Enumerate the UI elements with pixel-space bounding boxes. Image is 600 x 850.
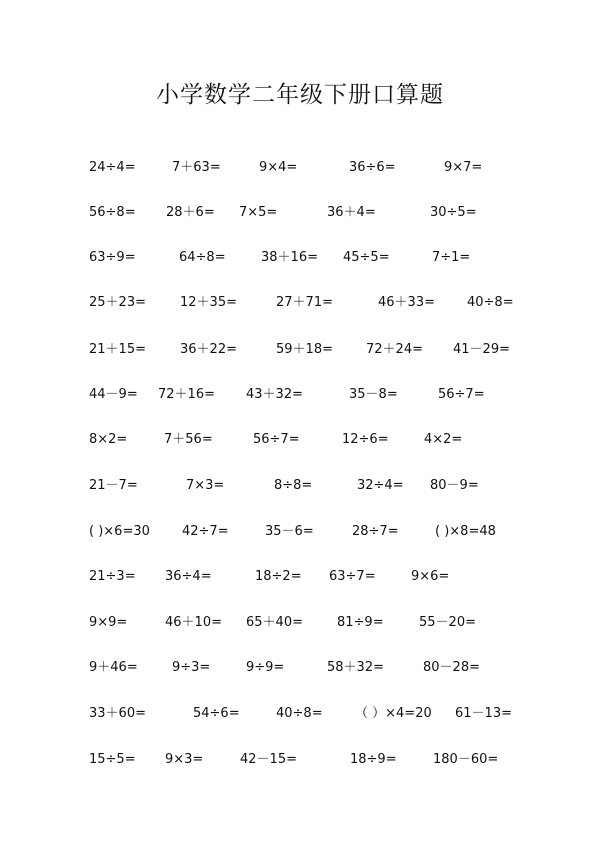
arithmetic-problem: 21＋15= [89,342,146,357]
arithmetic-problem: 9÷3= [172,660,211,675]
arithmetic-problem: 9×3= [165,752,204,767]
arithmetic-problem: 46＋10= [165,615,222,630]
arithmetic-problem: 80－9= [430,478,479,493]
arithmetic-problem: 7×5= [239,205,278,220]
arithmetic-problem: ( )×8=48 [435,524,496,539]
problem-row [0,384,600,406]
arithmetic-problem: 81÷9= [337,615,384,630]
arithmetic-problem: 9×6= [411,569,450,584]
arithmetic-problem: 45÷5= [343,250,390,265]
arithmetic-problem: 36＋4= [327,205,376,220]
arithmetic-problem: 28＋6= [166,205,215,220]
arithmetic-problem: 64÷8= [179,250,226,265]
arithmetic-problem: 35－6= [265,524,314,539]
arithmetic-problem: 72＋24= [366,342,423,357]
arithmetic-problem: 12÷6= [342,432,389,447]
problem-row [0,202,600,224]
arithmetic-problem: 30÷5= [430,205,477,220]
arithmetic-problem: 12＋35= [180,295,237,310]
arithmetic-problem: 38＋16= [261,250,318,265]
arithmetic-problem: 43＋32= [246,387,303,402]
arithmetic-problem: 42－15= [240,752,297,767]
arithmetic-problem: 36＋22= [180,342,237,357]
problem-row [0,566,600,588]
arithmetic-problem: 80－28= [423,660,480,675]
arithmetic-problem: 59＋18= [276,342,333,357]
arithmetic-problem: 65＋40= [246,615,303,630]
arithmetic-problem: 9＋46= [89,660,138,675]
arithmetic-problem: 7×3= [186,478,225,493]
arithmetic-problem: 61－13= [455,706,512,721]
arithmetic-problem: 9÷9= [246,660,285,675]
arithmetic-problem: 24÷4= [89,160,136,175]
arithmetic-problem: 7＋63= [172,160,221,175]
page-title: 小学数学二年级下册口算题 [156,82,444,108]
arithmetic-problem: 40÷8= [467,295,514,310]
problem-row [0,339,600,361]
problem-row [0,657,600,679]
arithmetic-problem: 63÷7= [329,569,376,584]
problem-row [0,247,600,269]
arithmetic-problem: 8×2= [89,432,128,447]
arithmetic-problem: 56÷8= [89,205,136,220]
arithmetic-problem: 55－20= [419,615,476,630]
arithmetic-problem: 28÷7= [352,524,399,539]
arithmetic-problem: 9×7= [444,160,483,175]
arithmetic-problem: 46＋33= [378,295,435,310]
problem-row [0,612,600,634]
problem-row [0,521,600,543]
arithmetic-problem: 25＋23= [89,295,146,310]
problem-row [0,157,600,179]
arithmetic-problem: 4×2= [424,432,463,447]
arithmetic-problem: 36÷6= [349,160,396,175]
arithmetic-problem: 7÷1= [432,250,471,265]
problem-row [0,429,600,451]
arithmetic-problem: 9×4= [259,160,298,175]
arithmetic-problem: 21－7= [89,478,138,493]
arithmetic-problem: 8÷8= [274,478,313,493]
arithmetic-problem: 36÷4= [165,569,212,584]
arithmetic-problem: ( )×6=30 [89,524,150,539]
arithmetic-problem: 180－60= [433,752,499,767]
arithmetic-problem: 21÷3= [89,569,136,584]
arithmetic-problem: 58＋32= [327,660,384,675]
problem-row [0,749,600,771]
problem-row [0,703,600,725]
arithmetic-problem: 63÷9= [89,250,136,265]
arithmetic-problem: 72＋16= [158,387,215,402]
arithmetic-problem: （ ）×4=20 [355,706,432,721]
arithmetic-problem: 40÷8= [276,706,323,721]
arithmetic-problem: 18÷2= [255,569,302,584]
arithmetic-problem: 32÷4= [357,478,404,493]
arithmetic-problem: 35－8= [349,387,398,402]
arithmetic-problem: 54÷6= [193,706,240,721]
problem-row [0,292,600,314]
arithmetic-problem: 7＋56= [164,432,213,447]
arithmetic-problem: 56÷7= [438,387,485,402]
arithmetic-problem: 41－29= [453,342,510,357]
arithmetic-problem: 33＋60= [89,706,146,721]
arithmetic-problem: 18÷9= [350,752,397,767]
arithmetic-problem: 56÷7= [253,432,300,447]
arithmetic-problem: 27＋71= [276,295,333,310]
arithmetic-problem: 15÷5= [89,752,136,767]
arithmetic-problem: 44－9= [89,387,138,402]
arithmetic-problem: 42÷7= [182,524,229,539]
problem-row [0,475,600,497]
arithmetic-problem: 9×9= [89,615,128,630]
